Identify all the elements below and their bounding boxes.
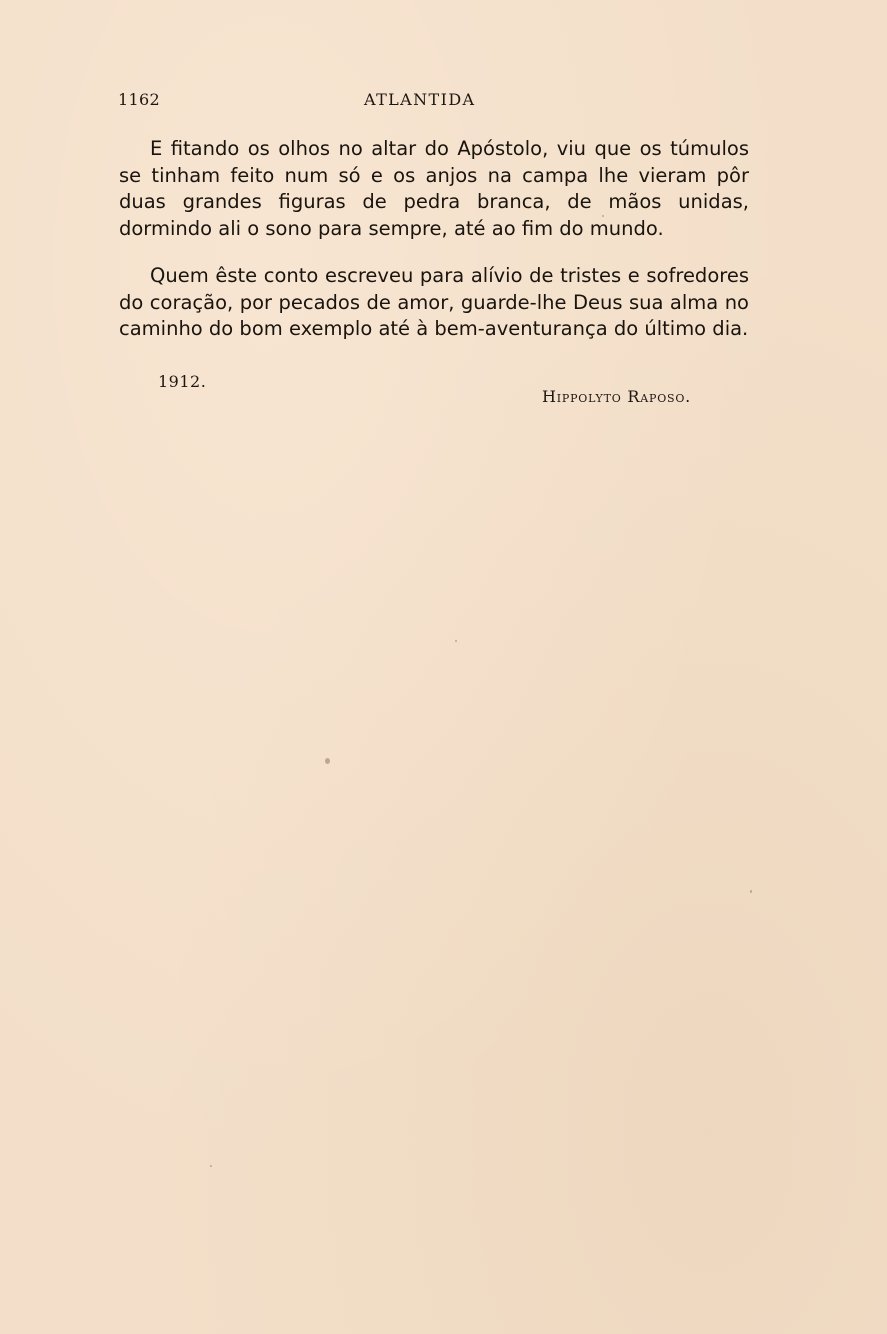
paper-speck — [602, 215, 604, 217]
paragraph: Quem êste conto escreveu para alívio de tristes e sofredores do coração, por pecados de amor, guarde-lhe Deus sua alma no caminho do bom exemplo até à bem-aventurança do último dia. — [119, 264, 749, 340]
paper-speck — [210, 1165, 212, 1167]
author-signature: Hippolyto Raposo. — [542, 387, 692, 406]
paper-speck — [750, 890, 752, 893]
date-line: 1912. — [158, 372, 207, 391]
paper-speck — [455, 640, 457, 642]
paper-speck — [325, 758, 330, 764]
page-number: 1162 — [118, 90, 160, 109]
running-head — [118, 90, 738, 116]
running-title: ATLANTIDA — [364, 90, 476, 109]
body-text — [119, 136, 749, 343]
paragraph: E fitando os olhos no altar do Apóstolo, viu que os túmulos se tinham feito num só e os anjos na campa lhe vieram pôr duas grandes figuras de pedra branca, de mãos unidas, dormindo ali o sono para sempre, até ao fim do mundo. — [119, 137, 749, 240]
